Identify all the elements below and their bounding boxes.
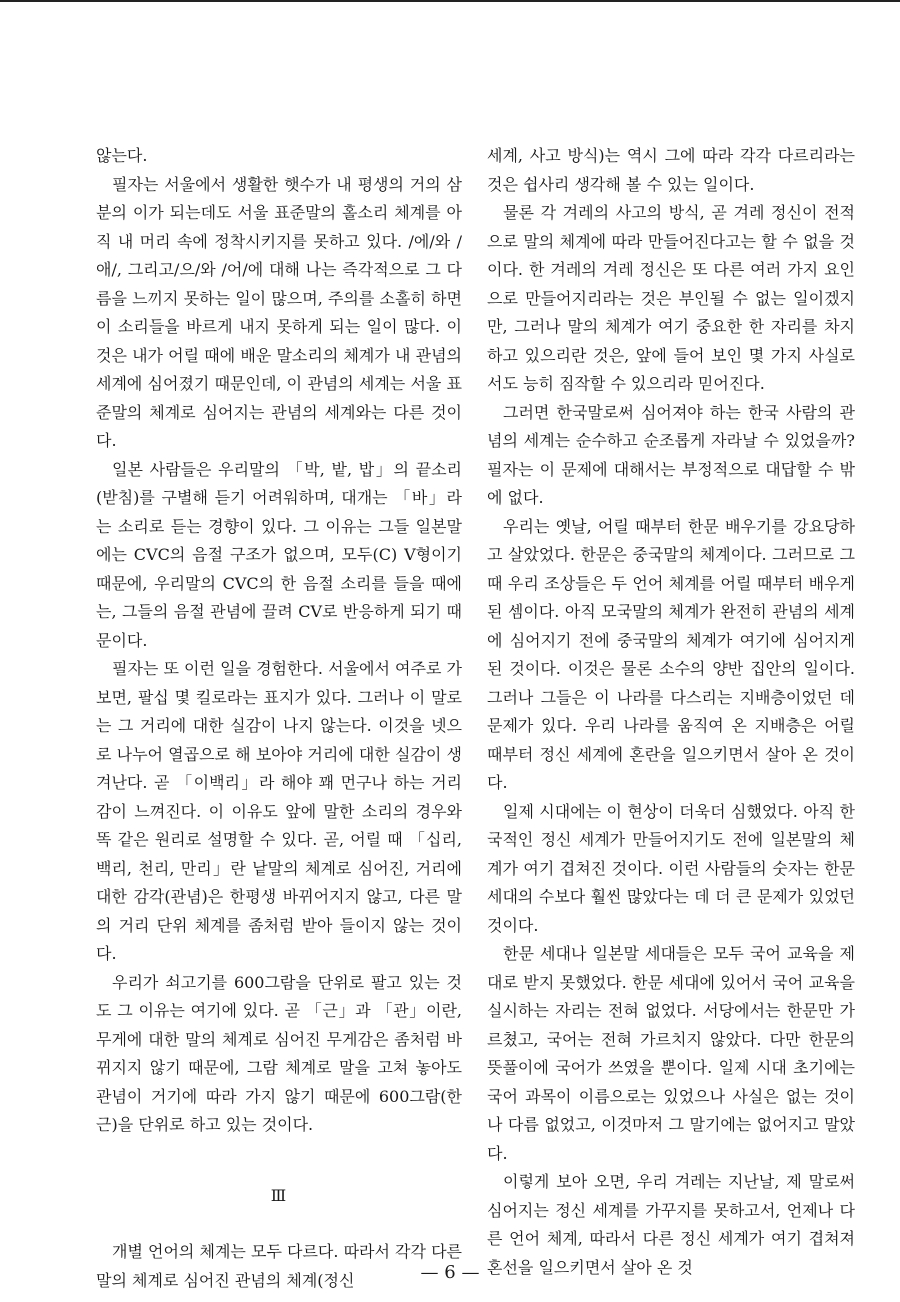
- paragraph: 일제 시대에는 이 현상이 더욱더 심했었다. 아직 한국적인 정신 세계가 만들어지기도 전에 일본말의 체계가 여기 겹쳐진 것이다. 이런 사람들의 숫자는 한문 세대의 수보다 훨씬 많았다는 데 더 큰 문제가 있었던 것이다.: [487, 801, 855, 935]
- right-column: [487, 142, 855, 1282]
- paragraph: 개별 언어의 체계는 모두 다르다. 따라서 각각 다른 말의 체계로 심어진 관념의 체계(정신: [96, 1242, 462, 1290]
- paragraph: 물론 각 겨레의 사고의 방식, 곧 겨레 정신이 전적으로 말의 체계에 따라 만들어진다고는 할 수 없을 것이다. 한 겨레의 겨레 정신은 또 다른 여러 가지 요인으로 만들어지리라는 것은 부인될 수 없는 일이겠지만, 그러나 말의 체계가 여기 중요한 한 자리를 차지하고 있으리란 것은, 앞에 들어 보인 몇 가지 사실로서도 능히 짐작할 수 있으리라 믿어진다.: [487, 203, 855, 393]
- page-number: — 6 —: [420, 1262, 480, 1283]
- paragraph: 우리가 쇠고기를 600그람을 단위로 팔고 있는 것도 그 이유는 여기에 있다. 곧 「근」과 「관」이란, 무게에 대한 말의 체계로 심어진 무게감은 좀처럼 바뀌지지 않기 때문에, 그람 체계로 말을 고쳐 놓아도 관념이 거기에 따라 가지 않기 때문에 600그람(한 근)을 단위로 하고 있는 것이다.: [96, 972, 462, 1134]
- paragraph: 일본 사람들은 우리말의 「박, 밭, 밥」의 끝소리(받침)를 구별해 듣기 어려워하며, 대개는 「바」라는 소리로 듣는 경향이 있다. 그 이유는 그들 일본말에는 CVC의 음절 구조가 없으며, 모두(C) V형이기 때문에, 우리말의 CVC의 한 음절 소리를 들을 때에는, 그들의 음절 관념에 끌려 CV로 반응하게 되기 때문이다.: [96, 459, 462, 650]
- paragraph: 그러면 한국말로써 심어져야 하는 한국 사람의 관념의 세계는 순수하고 순조롭게 자라날 수 있었을까? 필자는 이 문제에 대해서는 부정적으로 대답할 수 밖에 없다.: [487, 402, 855, 507]
- paragraph: 한문 세대나 일본말 세대들은 모두 국어 교육을 제대로 받지 못했었다. 한문 세대에 있어서 국어 교육을 실시하는 자리는 전혀 없었다. 서당에서는 한문만 가르쳤고, 국어는 전혀 가르치지 않았다. 다만 한문의 뜻풀이에 국어가 쓰였을 뿐이다. 일제 시대 초기에는 국어 과목이 이름으로는 있었으나 사실은 없는 것이나 다름 없었고, 이것마저 그 말기에는 없어지고 말았다.: [487, 944, 855, 1163]
- paragraph: 필자는 서울에서 생활한 햇수가 내 평생의 거의 삼분의 이가 되는데도 서울 표준말의 홀소리 체계를 아직 내 머리 속에 정착시키지를 못하고 있다. /에/와 /애/, 그리고/으/와 /어/에 대해 나는 즉각적으로 그 다름을 느끼지 못하는 일이 많으며, 주의를 소홀히 하면 이 소리들을 바르게 내지 못하게 되는 일이 많다. 이것은 내가 어릴 때에 배운 말소리의 체계가 내 관념의 세계에 심어졌기 때문인데, 이 관념의 세계는 서울 표준말의 체계로 심어지는 관념의 세계와는 다른 것이다.: [96, 174, 462, 450]
- left-column: [96, 142, 462, 1295]
- paragraph: 않는다.: [96, 146, 148, 165]
- paragraph: 필자는 또 이런 일을 경험한다. 서울에서 여주로 가 보면, 팔십 몇 킬로라는 표지가 있다. 그러나 이 말로는 그 거리에 대한 실감이 나지 않는다. 이것을 넷으로 나누어 열곱으로 해 보아야 거리에 대한 실감이 생겨난다. 곧 「이백리」라 해야 꽤 먼구나 하는 거리감이 느껴진다. 이 이유도 앞에 말한 소리의 경우와 똑 같은 원리로 설명할 수 있다. 곧, 어릴 때 「십리, 백리, 천리, 만리」란 낱말의 체계로 심어진, 거리에 대한 감각(관념)은 한평생 바뀌어지지 않고, 다른 말의 거리 단위 체계를 좀처럼 받아 들이지 않는 것이다.: [96, 659, 462, 963]
- page-top-edge: [0, 0, 900, 2]
- paragraph: 세계, 사고 방식)는 역시 그에 따라 각각 다르리라는 것은 쉽사리 생각해 볼 수 있는 일이다.: [487, 146, 855, 194]
- paragraph: 이렇게 보아 오면, 우리 겨레는 지난날, 제 말로써 심어지는 정신 세계를 가꾸지를 못하고서, 언제나 다른 언어 체계, 따라서 다른 정신 세계가 여기 겹쳐져 혼선을 일으키면서 살아 온 것: [487, 1172, 855, 1277]
- paragraph: 우리는 옛날, 어릴 때부터 한문 배우기를 강요당하고 살았었다. 한문은 중국말의 체계이다. 그러므로 그 때 우리 조상들은 두 언어 체계를 어릴 때부터 배우게 된 셈이다. 아직 모국말의 체계가 완전히 관념의 세계에 심어지기 전에 중국말의 체계가 여기에 심어지게 된 것이다. 이것은 물론 소수의 양반 집안의 일이다. 그러나 그들은 이 나라를 다스리는 지배층이었던 데 문제가 있다. 우리 나라를 움직여 온 지배층은 어릴 때부터 정신 세계에 혼란을 일으키면서 살아 온 것이다.: [487, 516, 855, 792]
- section-heading: Ⅲ: [270, 1185, 288, 1205]
